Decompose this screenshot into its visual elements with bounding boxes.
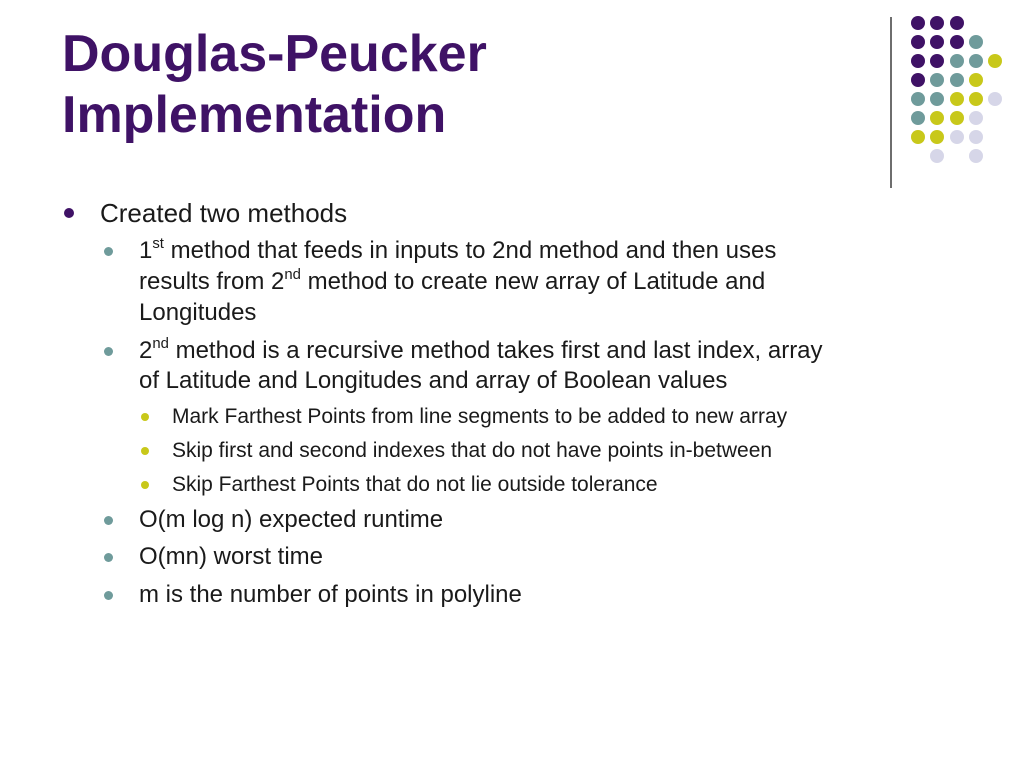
bullet-marker-l2 (104, 516, 113, 525)
bullet-marker-l3 (141, 413, 149, 421)
bullet-text-line (139, 267, 765, 297)
bullet-text: O(m log n) expected runtime (139, 506, 444, 533)
bullet-marker-l2 (104, 247, 113, 256)
bullet-marker-l3 (141, 447, 149, 455)
bullet-text-segment: method to create new array of Latitude and (300, 268, 766, 295)
bullet-text-line (139, 336, 823, 366)
bullet-text: Created two methods (100, 198, 348, 228)
bullet-text-segment: 1 (139, 237, 153, 264)
bullet-text-line: Longitudes (139, 299, 257, 326)
bullet-text-line (139, 236, 776, 266)
bullet-marker-l2 (104, 553, 113, 562)
bullet-text: Mark Farthest Points from line segments to be added to new array (172, 405, 788, 428)
bullet-text: Skip first and second indexes that do not have points in-between (172, 439, 773, 462)
bullet-text-segment: results from 2 (139, 268, 285, 295)
bullet-text-segment: 2 (139, 337, 153, 364)
slide-title-line-1: Douglas-Peucker (62, 25, 487, 83)
superscript: st (152, 235, 164, 252)
bullet-marker-l2 (104, 591, 113, 600)
bullet-marker-l3 (141, 481, 149, 489)
bullet-text-segment: method that feeds in inputs to 2nd method and then uses (163, 237, 777, 264)
bullet-marker-l2 (104, 347, 113, 356)
superscript: nd (152, 335, 169, 352)
bullet-text: O(mn) worst time (139, 543, 324, 570)
superscript: nd (284, 266, 301, 283)
bullet-text-segment: method is a recursive method takes first and last index, array (168, 337, 823, 364)
bullet-text-line: of Latitude and Longitudes and array of Boolean values (139, 367, 728, 394)
bullet-text: Skip Farthest Points that do not lie outside tolerance (172, 473, 658, 496)
bullet-text: m is the number of points in polyline (139, 581, 522, 608)
bullet-marker-l1 (64, 208, 74, 218)
slide-title-line-2: Implementation (62, 86, 447, 144)
